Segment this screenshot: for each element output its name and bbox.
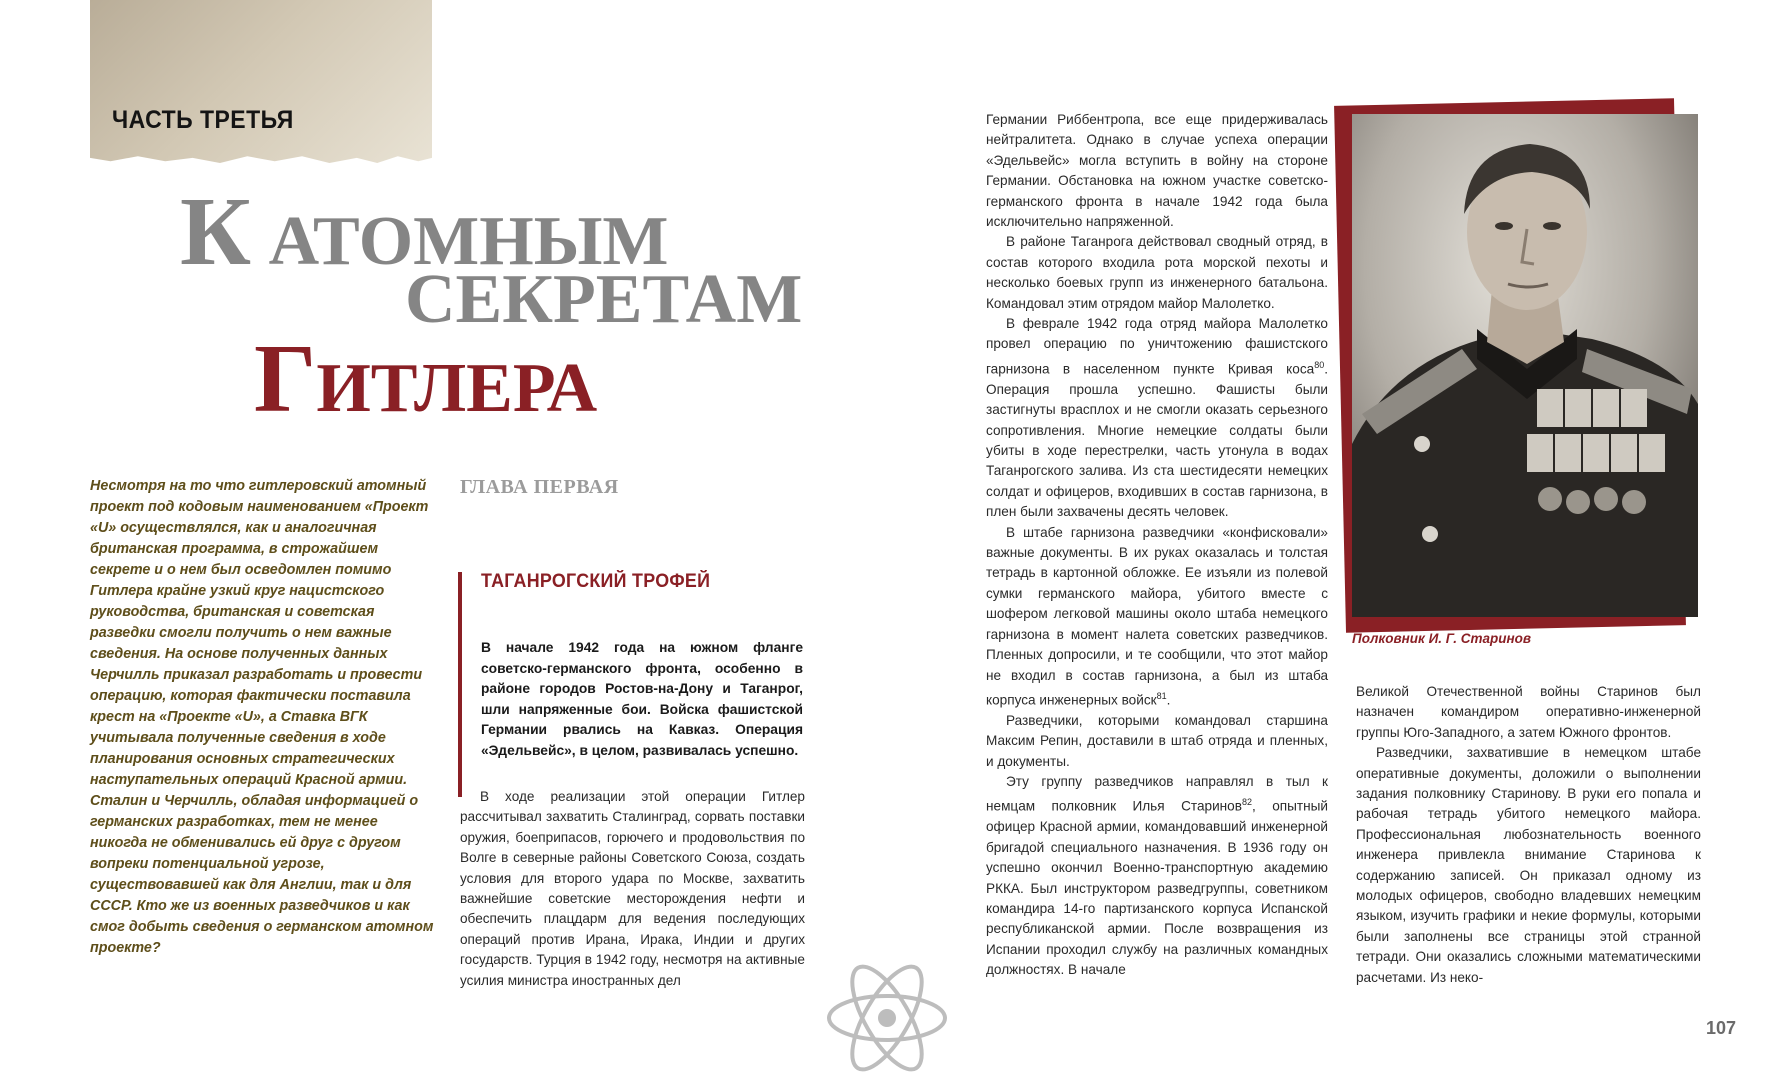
col2-paragraph-2: В районе Таганрога действовал сводный отряд, в состав которого входила рота морской пехоты и несколько боевых групп из инженерного батальона. Командовал этим отрядом майор Малолетко.: [986, 234, 1328, 311]
title-word-gitlera: ИТЛЕРА: [316, 350, 598, 427]
part-label: ЧАСТЬ ТРЕТЬЯ: [112, 106, 294, 134]
title-initial-g: Г: [254, 325, 317, 433]
title-word-atomnym: АТОМНЫМ: [251, 203, 669, 280]
body-column-2: [986, 110, 1328, 981]
footnote-82: 82: [1241, 797, 1252, 808]
col1-paragraph-1: В ходе реализации этой операции Гитлер рассчитывал захватить Сталинград, сорвать поставки оружия, боеприпасов, горючего и продовольствия по Волге в северные районы Советского Союза, создать условия для второго удара по Москве, захватить важнейшие советские месторождения нефти и обеспечить плацдарм для ведения последующих операций против Ирана, Ирака, Индии и других государств. Турция в 1942 году, несмотря на активные усилия министра иностранных дел: [460, 789, 805, 988]
title-line-2: СЕКРЕТАМ: [405, 261, 803, 338]
title-initial-k: К: [180, 178, 252, 286]
footnote-81: 81: [1156, 690, 1167, 701]
portrait-illustration: [1352, 114, 1698, 617]
col2-paragraph-6-text-a: Эту группу разведчиков направлял в тыл к немцам полковник Илья Старинов: [986, 774, 1328, 814]
col2-paragraph-4-text-b: .: [1166, 692, 1171, 708]
lead-paragraph: В начале 1942 года на южном фланге советско-германского фронта, особенно в районе городов Ростов-на-Дону и Таганрог, шли напряженные бои. Войска фашистской Германии рвались на Кавказ. Операция «Эдельвейс», в целом, развивалась успешно.: [481, 640, 803, 758]
portrait-photo: [1352, 114, 1698, 617]
footnote-80: 80: [1314, 359, 1325, 370]
col2-paragraph-3-text-a: В феврале 1942 года отряд майора Малолетко провел операцию по уничтожению фашистского гарнизона в населенном пункте Кривая коса: [986, 316, 1328, 377]
col2-paragraph-5: Разведчики, которыми командовал старшина Максим Репин, доставили в штаб отряда и пленных, и документы.: [986, 712, 1328, 769]
col2-paragraph-6-text-b: , опытный офицер Красной армии, командовавший инженерной бригадой специального назначения. В 1936 году он успешно окончил Военно-транспортную академию РККА. Был инструктором разведгруппы, советником командира 14-го партизанского корпуса Испанской республиканской армии. После возвращения из Испании проходил службу на различных командных должностях. В начале: [986, 799, 1328, 978]
chapter-heading: ГЛАВА ПЕРВАЯ: [460, 476, 619, 498]
col2-paragraph-1: Германии Риббентропа, все еще придерживалась нейтралитета. Однако в случае успеха операции «Эдельвейс» могла вступить в войну на стороне Германии. Обстановка на южном участке советско-германского фронта в начале 1942 года была исключительно напряженной.: [986, 112, 1328, 230]
atom-icon: [825, 952, 950, 1080]
title-line-3: [254, 325, 598, 433]
body-column-3: [1356, 682, 1701, 988]
section-title: ТАГАНРОГСКИЙ ТРОФЕЙ: [481, 571, 711, 592]
col2-paragraph-3: [986, 314, 1328, 523]
section-accent-bar: [458, 572, 462, 797]
intro-text: Несмотря на то что гитлеровский атомный проект под кодовым наименованием «Проект «U» осуществлялся, как и аналогичная британская программа, в строжайшем секрете и о нем был осведомлен помимо Гитлера крайне узкий круг нацистского руководства, британская и советская разведки смогли получить о нем важные сведения. На основе полученных данных Черчилль приказал разработать и провести операцию, которая фактически поставила крест на «Проекте «U», а Ставка ВГК учитывала полученные сведения в ходе планирования основных стратегических наступательных операций Красной армии. Сталин и Черчилль, обладая информацией о германских разработках, тем не менее никогда не обменивались ей друг с другом вопреки потенциальной угрозе, существовавшей как для Англии, так и для СССР. Кто же из военных разведчиков и как смог добыть сведения о германском атомном проекте?: [90, 478, 434, 956]
col3-paragraph-2: Разведчики, захватившие в немецком штабе оперативные документы, доложили о выполнении задания полковнику Старинову. В руки его попала и рабочая тетрадь убитого немецкого майора. Профессиональная любознательность военного инженера привлекла внимание Старинова к содержанию записей. Он приказал одному из молодых офицеров, свободно владевших немецким языком, изучить графики и некие формулы, которыми были заполнены все страницы этой странной тетради. Они оказались сложными математическими расчетами. Из неко-: [1356, 745, 1701, 985]
col2-paragraph-3-text-b: . Операция прошла успешно. Фашисты были застигнуты врасплох и не смогли оказать серьезного сопротивления. Многие немецкие солдаты были убиты в ходе перестрелки, часть утонула в водах Таганрогского залива. Из ста шестидесяти немецких солдат и офицеров, входивших в состав гарнизона, в плен были захвачены десять человек.: [986, 361, 1328, 520]
part-label-background: [90, 0, 432, 168]
page-number: 107: [1706, 1018, 1737, 1038]
col2-paragraph-4-text-a: В штабе гарнизона разведчики «конфисковали» важные документы. В их руках оказалась и толстая тетрадь в картонной обложке. Ее изъяли из полевой сумки германского майора, убитого вместе с шофером легковой машины около штаба немецкого гарнизона в момент налета советских разведчиков. Пленных допросили, и те сообщили, что этот майор не входил в состав гарнизона, а был из штаба корпуса инженерных войск: [986, 524, 1328, 708]
photo-caption: Полковник И. Г. Старинов: [1352, 631, 1532, 646]
body-column-1: [460, 787, 805, 991]
col2-paragraph-6: [986, 772, 1328, 981]
col3-paragraph-1: Великой Отечественной войны Старинов был назначен командиром оперативно-инженерной группы Юго-Западного, а затем Южного фронтов.: [1356, 684, 1701, 740]
col2-paragraph-4: [986, 523, 1328, 711]
